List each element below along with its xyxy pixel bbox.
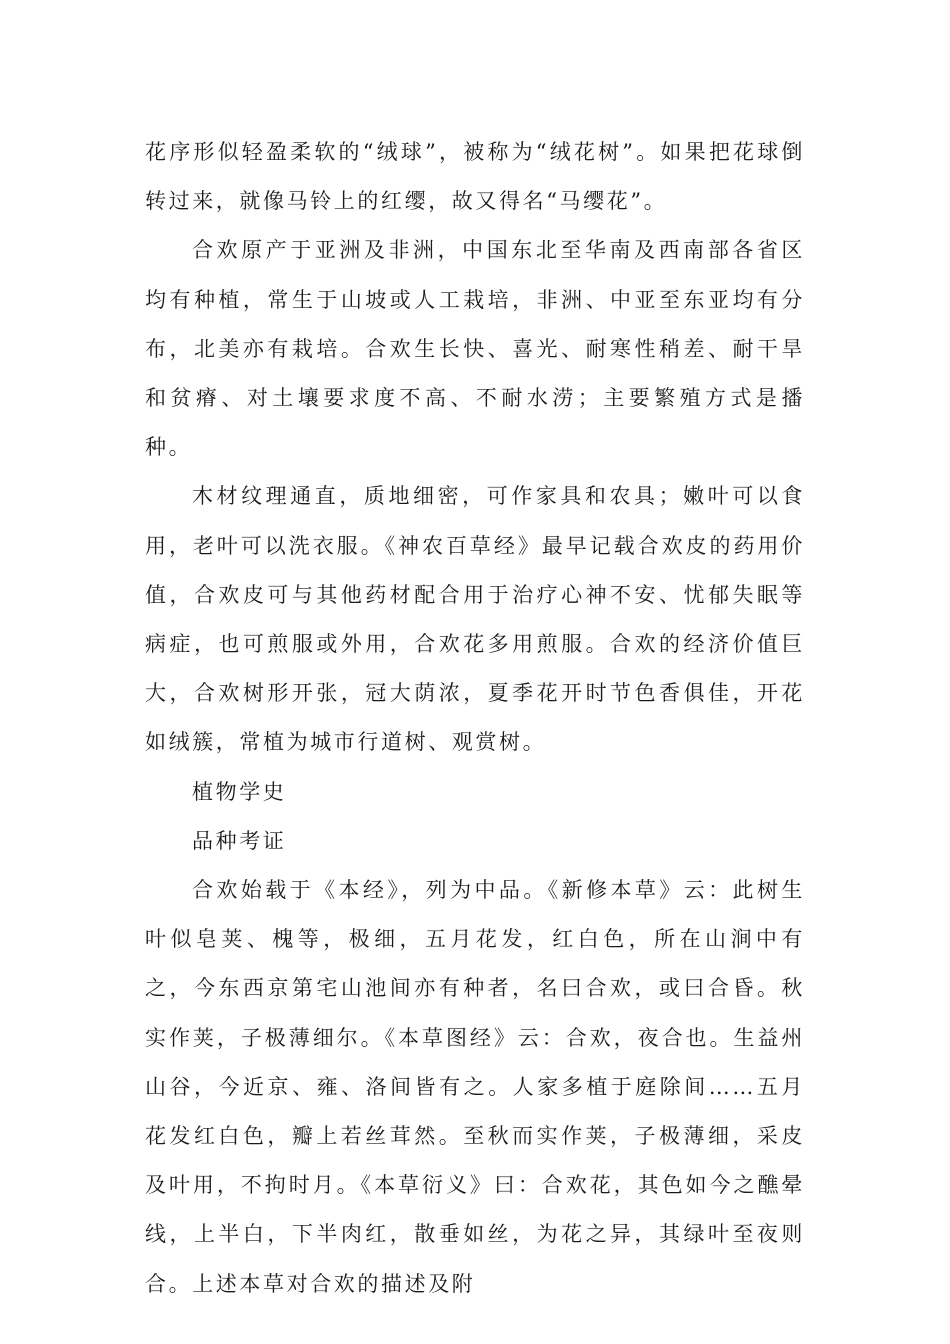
section-heading-botanical-history: 植物学史 xyxy=(192,779,287,804)
paragraph-variety-research: 合欢始载于《本经》，列为中品。《新修本草》云：此树生叶似皂荚、槐等，极细，五月花发，红白色，所在山涧中有之，今东西京第宅山池间亦有种者，名曰合欢，或曰合昏。秋实作荚，子极薄细尔。《本草图经》云：合欢，夜合也。生益州山谷，今近京、雍、洛间皆有之。人家多植于庭除间……五月花发红白色，瓣上若丝茸然。至秋而实作荚，子极薄细，采皮及叶用，不拘时月。《本草衍义》曰：合欢花，其色如今之醮晕线，上半白，下半肉红，散垂如丝，为花之异，其绿叶至夜则合。上述本草对合欢的描述及附 xyxy=(145,878,805,1296)
document-body xyxy=(145,128,805,1309)
paragraph-uses: 木材纹理通直，质地细密，可作家具和农具；嫩叶可以食用，老叶可以洗衣服。《神农百草经》最早记载合欢皮的药用价值，合欢皮可与其他药材配合用于治疗心神不安、忧郁失眠等病症，也可煎服或外用，合欢花多用煎服。合欢的经济价值巨大，合欢树形开张，冠大荫浓，夏季花开时节色香俱佳，开花如绒簇，常植为城市行道树、观赏树。 xyxy=(145,484,805,755)
section-heading-variety-research: 品种考证 xyxy=(192,828,287,853)
paragraph-origin: 合欢原产于亚洲及非洲，中国东北至华南及西南部各省区均有种植，常生于山坡或人工栽培，非洲、中亚至东亚均有分布，北美亦有栽培。合欢生长快、喜光、耐寒性稍差、耐干旱和贫瘠、对土壤要求度不高、不耐水涝；主要繁殖方式是播种。 xyxy=(145,238,805,460)
paragraph-continued: 花序形似轻盈柔软的“绒球”，被称为“绒花树”。如果把花球倒转过来，就像马铃上的红缨，故又得名“马缨花”。 xyxy=(145,140,805,214)
